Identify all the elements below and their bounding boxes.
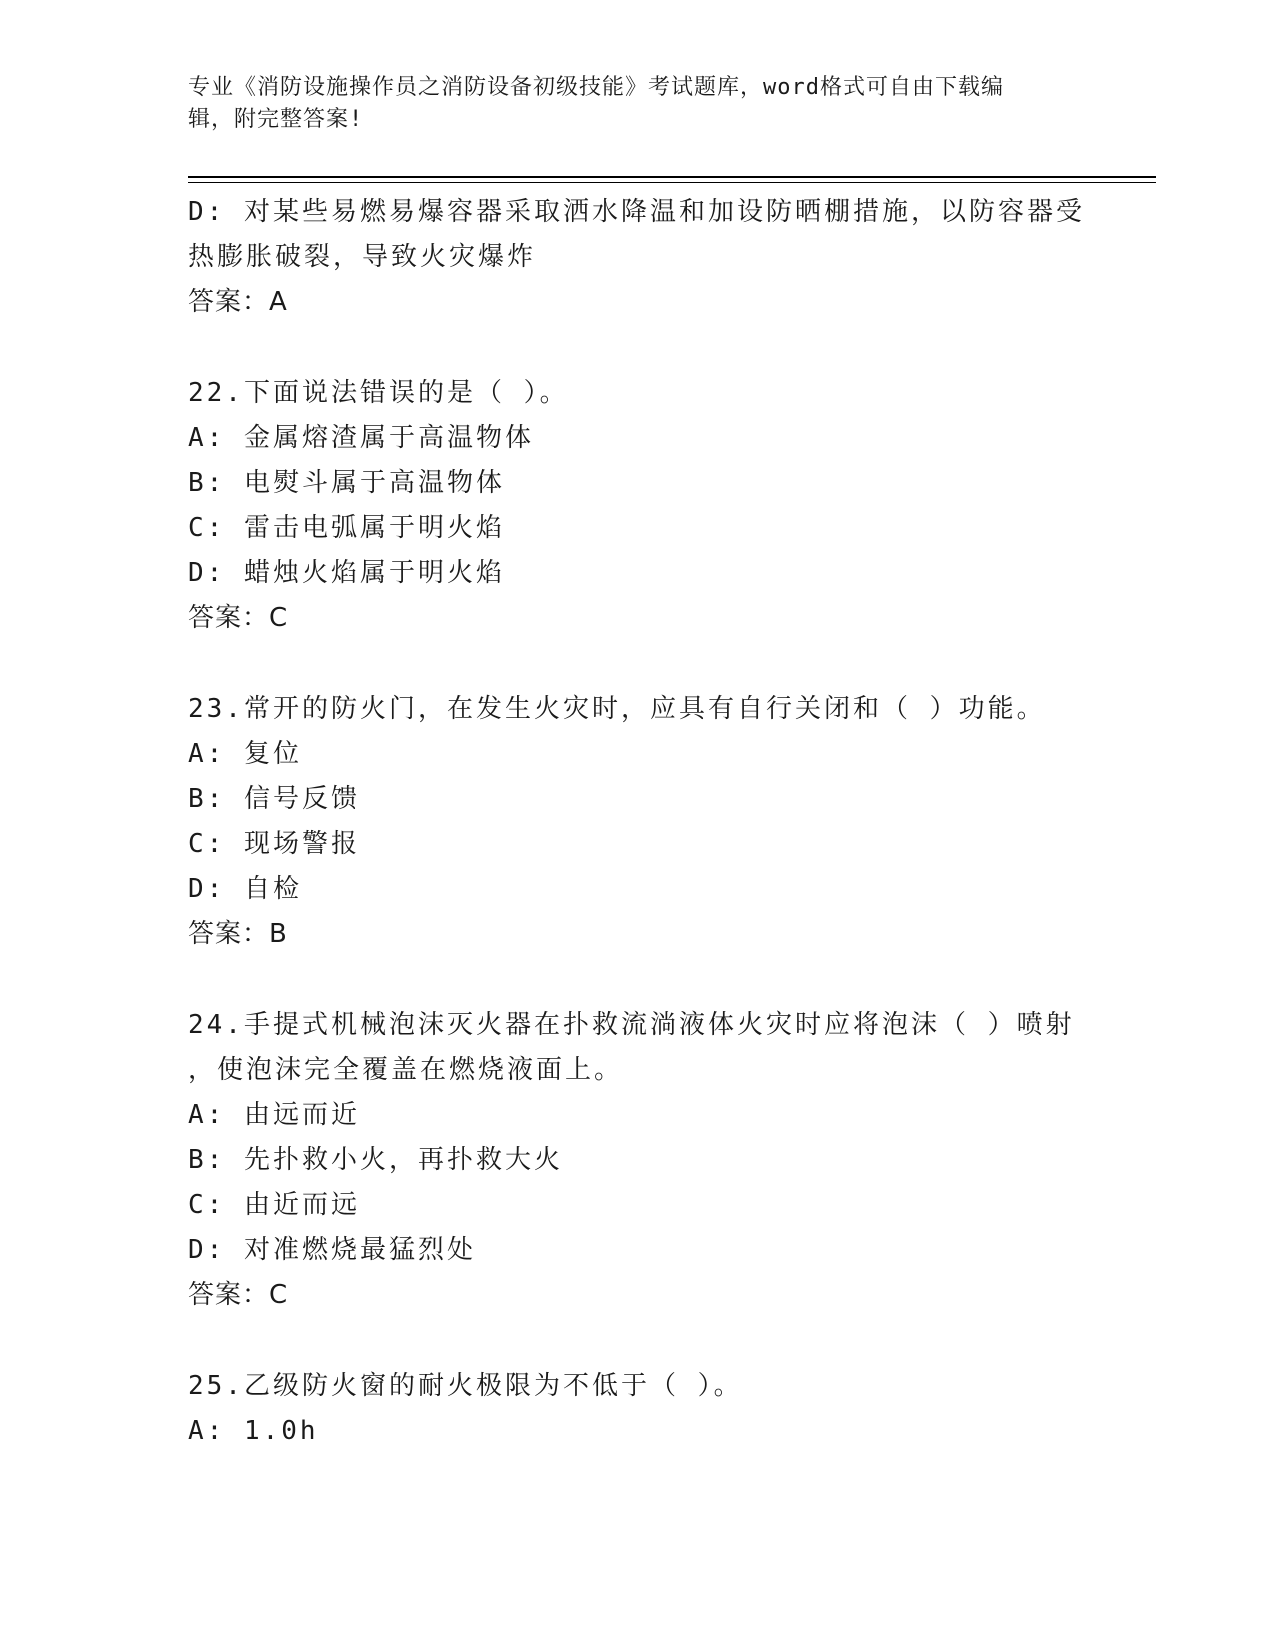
option-b: B: 信号反馈 xyxy=(188,784,360,814)
question-stem-continuation: ，使泡沫完全覆盖在燃烧液面上。 xyxy=(188,1055,624,1085)
question-21-tail xyxy=(188,190,1088,325)
option-d: D: 自检 xyxy=(188,874,302,904)
question-stem: 22.下面说法错误的是（ ）。 xyxy=(188,378,569,408)
question-stem: 24.手提式机械泡沫灭火器在扑救流淌液体火灾时应将泡沫（ ）喷射 xyxy=(188,1010,1075,1040)
option-d-continuation: 热膨胀破裂，导致火灾爆炸 xyxy=(188,242,537,272)
header-line-1: 专业《消防设施操作员之消防设备初级技能》考试题库，word格式可自由下载编 xyxy=(188,75,1004,100)
question-stem: 23.常开的防火门，在发生火灾时，应具有自行关闭和（ ）功能。 xyxy=(188,694,1046,724)
header-divider-thick xyxy=(188,176,1156,178)
answer-line: 答案：C xyxy=(188,603,289,633)
question-list xyxy=(188,190,1088,1454)
answer-line: 答案：C xyxy=(188,1280,289,1310)
header-divider-thin xyxy=(188,182,1156,183)
option-c: C: 雷击电弧属于明火焰 xyxy=(188,513,505,543)
option-b: B: 电熨斗属于高温物体 xyxy=(188,468,505,498)
question-22 xyxy=(188,371,1088,641)
option-d: D: 对准燃烧最猛烈处 xyxy=(188,1235,476,1265)
option-a: A: 金属熔渣属于高温物体 xyxy=(188,423,534,453)
option-b: B: 先扑救小火，再扑救大火 xyxy=(188,1145,563,1175)
option-d: D: 蜡烛火焰属于明火焰 xyxy=(188,558,505,588)
option-a: A: 由远而近 xyxy=(188,1100,360,1130)
question-stem: 25.乙级防火窗的耐火极限为不低于（ ）。 xyxy=(188,1371,743,1401)
question-24 xyxy=(188,1003,1088,1318)
question-25 xyxy=(188,1364,1088,1454)
option-a: A: 复位 xyxy=(188,739,302,769)
option-c: C: 现场警报 xyxy=(188,829,360,859)
option-d: D: 对某些易燃易爆容器采取洒水降温和加设防晒棚措施，以防容器受 xyxy=(188,197,1085,227)
option-c: C: 由近而远 xyxy=(188,1190,360,1220)
header-line-2: 辑，附完整答案! xyxy=(188,107,364,132)
option-a: A: 1.0h xyxy=(188,1416,319,1446)
document-header xyxy=(188,72,1088,136)
answer-line: 答案：B xyxy=(188,919,288,949)
question-23 xyxy=(188,687,1088,957)
answer-line: 答案：A xyxy=(188,287,288,317)
